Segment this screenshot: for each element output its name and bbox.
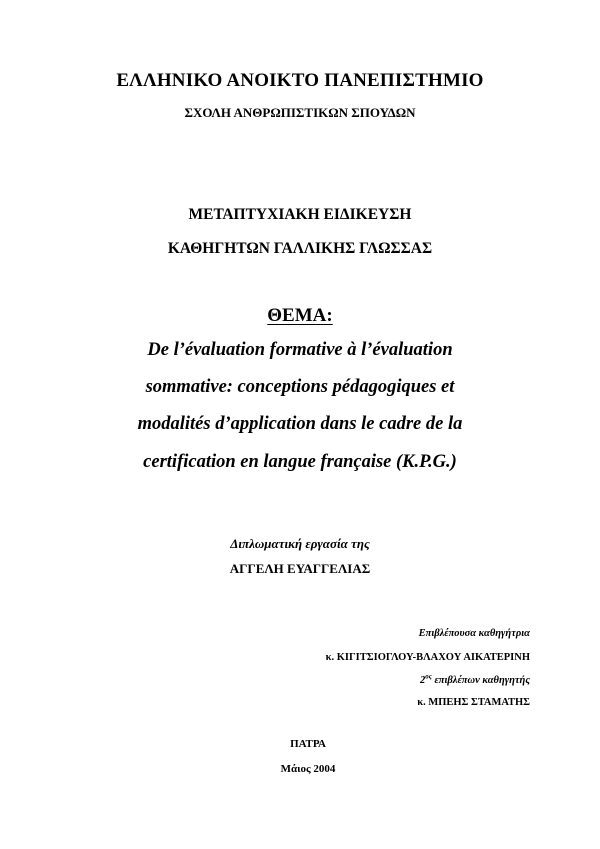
subject-label: ΘΕΜΑ: (267, 305, 333, 326)
second-supervisor-label-text: επιβλέπων καθηγητής (431, 675, 530, 686)
thesis-title-line-2: sommative: conceptions pédagogiques et (145, 377, 455, 397)
program-title-line-2: ΚΑΘΗΓΗΤΩΝ ΓΑΛΛΙΚΗΣ ΓΛΩΣΣΑΣ (167, 240, 433, 257)
supervisor-name: κ. ΚΙΓΙΤΣΙΟΓΛΟΥ-ΒΛΑΧΟΥ ΑΙΚΑΤΕΡΙΝΗ (325, 652, 530, 663)
date: Μάιος 2004 (280, 763, 336, 775)
university-name: ΕΛΛΗΝΙΚΟ ΑΝΟΙΚΤΟ ΠΑΝΕΠΙΣΤΗΜΙΟ (116, 70, 484, 91)
school-name: ΣΧΟΛΗ ΑΝΘΡΩΠΙΣΤΙΚΩΝ ΣΠΟΥΔΩΝ (184, 105, 416, 120)
thesis-title-line-4: certification en langue française (K.P.G.) (143, 452, 457, 472)
second-supervisor-label (419, 672, 530, 686)
second-supervisor-name: κ. ΜΠΕΗΣ ΣΤΑΜΑΤΗΣ (417, 697, 530, 708)
author-name: ΑΓΓΕΛΗ ΕΥΑΓΓΕΛΙΑΣ (229, 561, 371, 576)
city: ΠΑΤΡΑ (290, 738, 326, 750)
second-supervisor-ordinal-suffix: ος (425, 672, 432, 681)
thesis-title-line-3: modalités d’application dans le cadre de la (137, 414, 463, 434)
supervisor-label: Επιβλέπουσα καθηγήτρια (418, 628, 530, 639)
thesis-type-label: Διπλωματική εργασία της (230, 536, 370, 551)
thesis-title-line-1: De l’évaluation formative à l’évaluation (147, 340, 453, 360)
second-supervisor-number: 2 (419, 675, 426, 686)
program-title-line-1: ΜΕΤΑΠΤΥΧΙΑΚΗ ΕΙΔΙΚΕΥΣΗ (188, 206, 412, 223)
